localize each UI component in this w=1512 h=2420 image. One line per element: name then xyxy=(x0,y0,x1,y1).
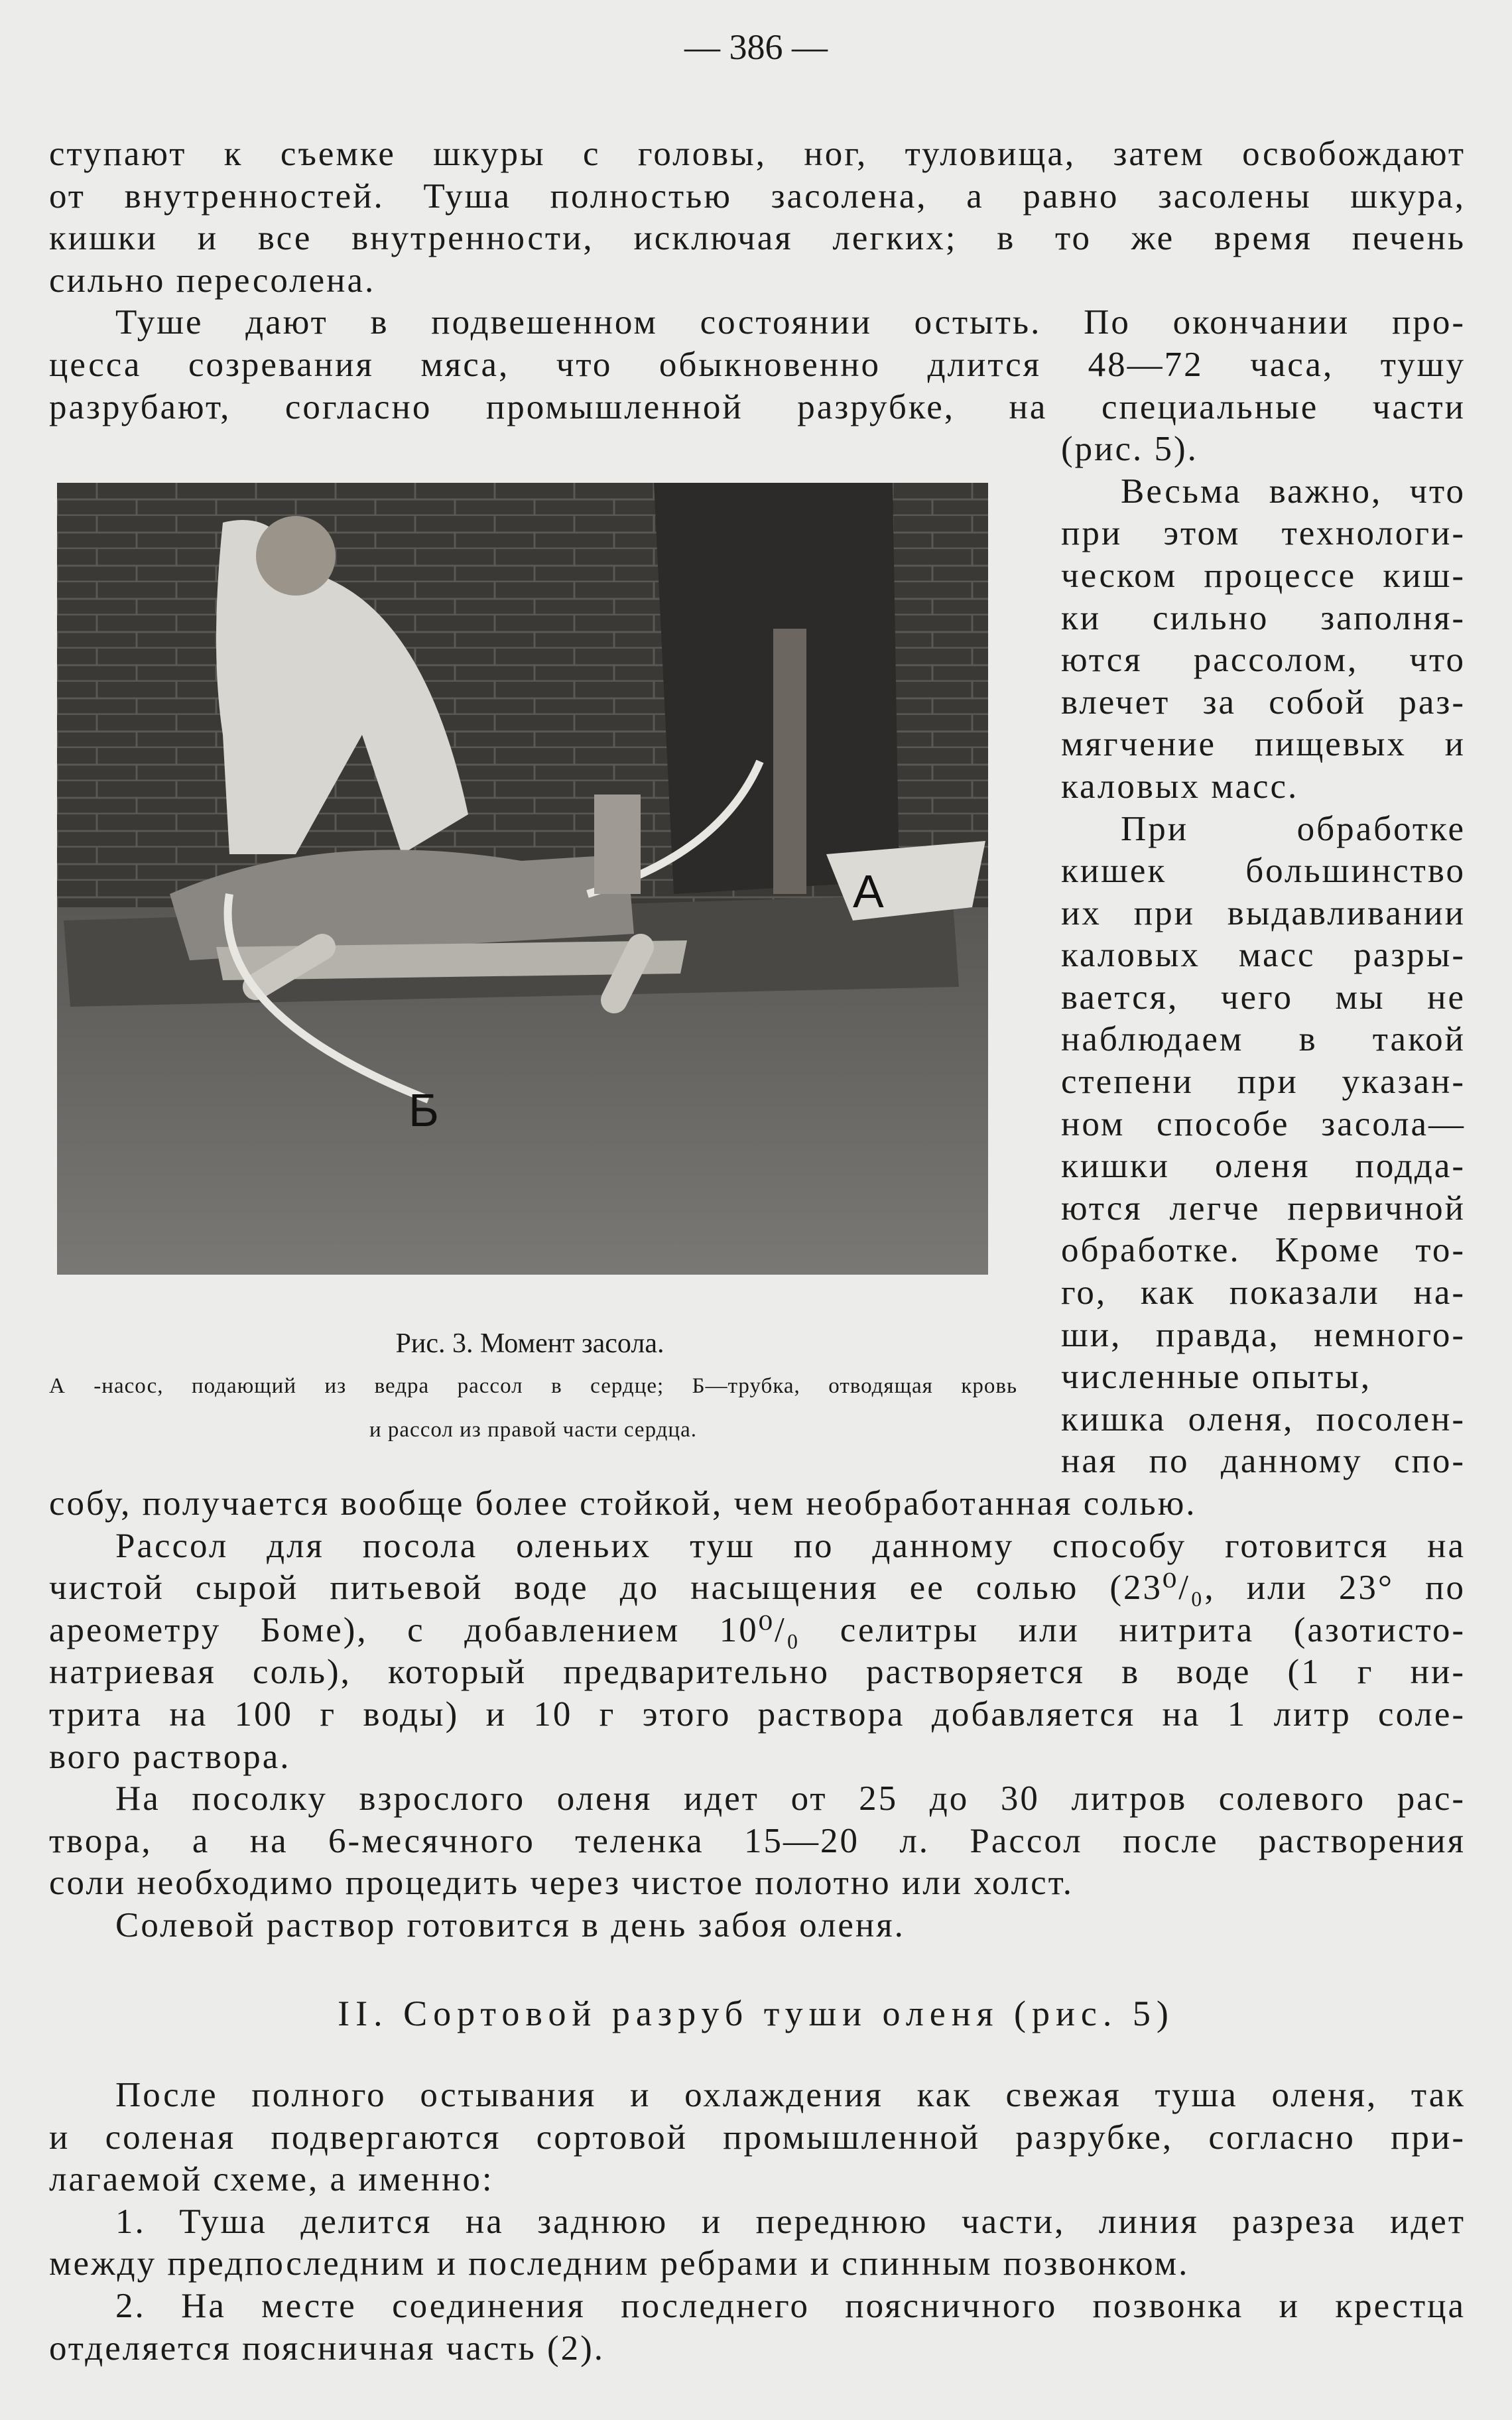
text-line: 1. Туша делится на заднюю и переднюю части, линия разреза идет xyxy=(115,2202,1466,2241)
text-line: отделяется поясничная часть (2). xyxy=(49,2328,605,2368)
text-block-2 xyxy=(49,2074,1466,2370)
text-line: 2. На месте соединения последнего поясничного позвонка и крестца xyxy=(115,2286,1466,2325)
text-line: сильно пересолена. xyxy=(49,261,376,300)
text-line: На посолку взрослого оленя идет от 25 до 30 литров солевого рас- xyxy=(115,1779,1466,1818)
text-line: обработке. Кроме то- xyxy=(1061,1231,1466,1270)
text-line: лагаемой схеме, а именно: xyxy=(49,2160,494,2199)
text-line: разрубают, согласно промышленной разрубке, на специальные части xyxy=(49,387,1466,426)
text-line: цесса созревания мяса, что обыкновенно длится 48—72 часа, тушу xyxy=(49,345,1466,384)
photo-label-b: Б xyxy=(409,1084,439,1136)
text-line: кишка оленя, посолен- xyxy=(1061,1399,1466,1438)
text-line: ческом процессе киш- xyxy=(1061,556,1466,595)
text-line: наблюдаем в такой xyxy=(1061,1020,1466,1059)
text-line: между предпоследним и последним ребрами и спинным позвонком. xyxy=(49,2244,1190,2283)
text-line: трита на 100 г воды) и 10 г этого раствора добавляется на 1 литр соле- xyxy=(49,1694,1466,1734)
text-line: вого раствора. xyxy=(49,1737,291,1776)
text-line: Туше дают в подвешенном состоянии остыть. По окончании про- xyxy=(115,303,1466,342)
text-line: от внутренностей. Туша полностью засолена, а равно засолены шкура, xyxy=(49,176,1466,216)
text-line: Рассол для посола оленьих туш по данному способу готовится на xyxy=(115,1526,1466,1565)
text-line: Весьма важно, что xyxy=(1121,472,1466,511)
text-line: После полного остывания и охлаждения как свежая туша оленя, так xyxy=(115,2076,1466,2114)
text-line: собу, получается вообще более стойкой, чем необработанная солью. xyxy=(49,1484,1197,1523)
page-number: — 386 — xyxy=(684,27,828,67)
text-line: и соленая подвергаются сортовой промышленной разрубке, согласно при- xyxy=(49,2118,1466,2157)
text-line: твора, а на 6-месячного теленка 15—20 л. Рассол после растворения xyxy=(49,1821,1466,1860)
text-line: кишек большинство xyxy=(1061,852,1466,891)
text-line: го, как показали на- xyxy=(1061,1273,1466,1312)
text-line: Солевой раствор готовится в день забоя оленя. xyxy=(115,1905,905,1944)
text-line: кишки оленя подда- xyxy=(1061,1147,1466,1186)
section-heading: II. Сортовой разруб туши оленя (рис. 5) xyxy=(338,1994,1174,2033)
text-line: чистой сырой питьевой воде до насыщения ее солью (23⁰/₀, или 23° по xyxy=(49,1568,1466,1608)
text-line: степени при указан- xyxy=(1061,1062,1466,1102)
text-line: влечет за собой раз- xyxy=(1061,682,1466,722)
text-line: ки сильно заполня- xyxy=(1061,598,1466,637)
text-line: ются рассолом, что xyxy=(1061,641,1466,680)
text-line: натриевая соль), который предварительно растворяется в воде (1 г ни- xyxy=(49,1653,1466,1692)
text-line: каловых масс разры- xyxy=(1061,936,1466,975)
text-line: ются легче первичной xyxy=(1061,1188,1466,1228)
text-line: численные опыты, xyxy=(1061,1358,1372,1397)
text-line: мягчение пищевых и xyxy=(1061,725,1466,764)
text-line: кишки и все внутренности, исключая легких; в то же время печень xyxy=(49,219,1466,258)
text-line: При обработке xyxy=(1121,809,1466,848)
text-line: вается, чего мы не xyxy=(1061,978,1466,1017)
text-line: ная по данному спо- xyxy=(1061,1442,1466,1481)
right-text-column xyxy=(1061,428,1466,1483)
text-line: их при выдавливании xyxy=(1061,893,1466,932)
text-line: ши, правда, немного- xyxy=(1061,1315,1466,1354)
figure-caption-line: А -насос, подающий из ведра рассол в сердце; Б—трубка, отводящая кровь xyxy=(49,1374,1017,1398)
figure-caption-line: и рассол из правой части сердца. xyxy=(369,1418,697,1442)
text-line: каловых масс. xyxy=(1061,767,1299,806)
text-line: ступают к съемке шкуры с головы, ног, туловища, затем освобождают xyxy=(49,135,1466,173)
text-line: при этом технологи- xyxy=(1061,514,1466,553)
text-line: ареометру Боме), с добавлением 10⁰/₀ селитры или нитрита (азотисто- xyxy=(49,1610,1466,1649)
photo-label-a: А xyxy=(853,865,884,917)
text-line: соли необходимо процедить через чистое полотно или холст. xyxy=(49,1864,1074,1903)
figure-photo-salting xyxy=(57,483,988,1275)
text-line: (рис. 5). xyxy=(1061,430,1198,469)
text-line: ном способе засола— xyxy=(1061,1104,1466,1143)
text-continuation xyxy=(49,1483,1466,1947)
figure-caption-title: Рис. 3. Момент засола. xyxy=(395,1328,664,1359)
